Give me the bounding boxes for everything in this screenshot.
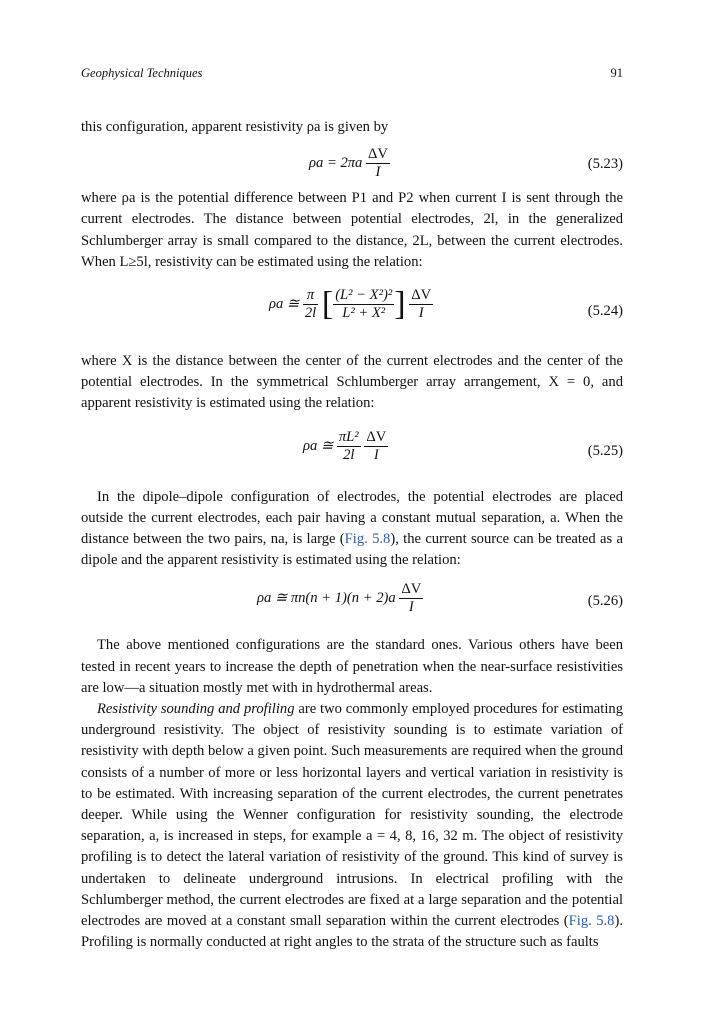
eq-5-26-label: (5.26) <box>587 593 623 610</box>
paragraph-symmetric: where X is the distance between the center of the current electrodes and the center of the potential electrodes. In the symmetrical Schlumberger array arrangement, X = 0, and apparent resistivity is estimated using the relation: <box>81 353 623 412</box>
paragraph-sounding-text-a: are two commonly employed procedures for estimating underground resistivity. The object of resistivity sounding is to estimate variation of resistivity with depth below a given point. Such measurements are required when the ground consists of a number of more or less horizontal layers and vertical variation in resistivity is to be estimated. With increasing separation of the current electrodes, the current penetrates deeper. While using the Wenner configuration for resistivity sounding, the electrode separation, a, is increased in steps, for example a = 4, 8, 16, 32 m. The object of resistivity profiling is to detect the lateral variation of resistivity of the ground. This kind of survey is undertaken to delineate underground intrusions. In electrical profiling with the Schlumberger method, the current electrodes are fixed at a large separation and the potential electrodes are moved at a constant small separation within the current electrodes ( <box>81 701 623 930</box>
eq-5-23-num: ΔV <box>368 146 388 163</box>
eq-5-25-f1-den: 2l <box>337 446 361 464</box>
eq-5-24-f1-den: 2l <box>304 305 317 322</box>
running-title: Geophysical Techniques <box>81 66 203 80</box>
paragraph-dipole-text-b: ), the current source can be treated as a dipole and the apparent resistivity is estimated using the relation: <box>81 531 624 569</box>
page-number: 91 <box>610 66 623 80</box>
eq-5-26-lhs: ρa ≅ πn(n + 1)(n + 2)a <box>257 590 396 607</box>
eq-5-23-lhs: ρa = 2πa <box>309 155 363 172</box>
eq-5-26-num: ΔV <box>401 581 422 598</box>
eq-5-24-f2-den: L² + X² <box>333 304 394 322</box>
eq-5-24-f3-num: ΔV <box>411 287 432 304</box>
eq-5-25-f2-den: I <box>364 446 388 464</box>
eq-5-25-lhs: ρa ≅ <box>303 437 334 454</box>
paragraph-standard-configs: The above mentioned configurations are the standard ones. Various others have been tested in recent years to increase the depth of penetration when the near-surface resistivities are low—a situation mostly met with in hydrothermal areas. <box>81 637 623 696</box>
eq-5-23-den: I <box>366 163 390 181</box>
term-sounding-profiling: Resistivity sounding and profiling <box>97 701 295 718</box>
equation-5-24: ρa ≅ $\frac{\pi}{2l}$ [ $\frac{\text{(L² − X²)²}}{\text{L² + X²}}$ ] $\frac{\Delta V}{I}$ (5.24) <box>269 285 623 323</box>
running-header <box>81 66 623 81</box>
equation-5-25 <box>81 415 623 487</box>
paragraph-schlumberger: where ρa is the potential difference between P1 and P2 when current I is sent through the current electrodes. The distance between potential electrodes, 2l, in the generalized Schlumberger array is small compared to the distance, 2L, between the current electrodes. When L≥5l, resistivity can be estimated using the relation: <box>81 190 623 270</box>
equation-5-23 <box>81 138 623 188</box>
equation-5-26 <box>81 571 623 635</box>
eq-5-25-label: (5.25) <box>587 442 623 459</box>
paragraph-intro: this configuration, apparent resistivity ρa is given by <box>81 119 389 135</box>
eq-5-25-f2-num: ΔV <box>366 428 387 445</box>
paragraph-dipole <box>81 487 623 572</box>
eq-5-24-lhs: ρa ≅ <box>269 295 300 312</box>
eq-5-24-f2-num: (L² − X²)² <box>335 287 393 304</box>
paragraph-sounding-text-b: ). Profiling is normally conducted at right angles to the strata of the structure such as faults <box>81 913 623 951</box>
paragraph-sounding-profiling <box>81 699 623 953</box>
eq-5-26-den: I <box>399 598 423 616</box>
eq-5-24-f1-num: π <box>306 287 315 304</box>
eq-5-25-f1-num: πL² <box>338 428 359 445</box>
fig-5-8-link[interactable]: Fig. 5.8 <box>344 531 391 548</box>
paragraph-dipole-text-a: In the dipole–dipole configuration of electrodes, the potential electrodes are placed outside the current electrodes, each pair having a constant mutual separation, a. When the distance between the two pairs, na, is large ( <box>81 488 623 548</box>
eq-5-24-label: (5.24) <box>587 303 623 320</box>
eq-5-23-label: (5.23) <box>587 156 623 173</box>
eq-5-24-f3-den: I <box>409 304 433 322</box>
fig-5-8-link-2[interactable]: Fig. 5.8 <box>568 913 615 930</box>
